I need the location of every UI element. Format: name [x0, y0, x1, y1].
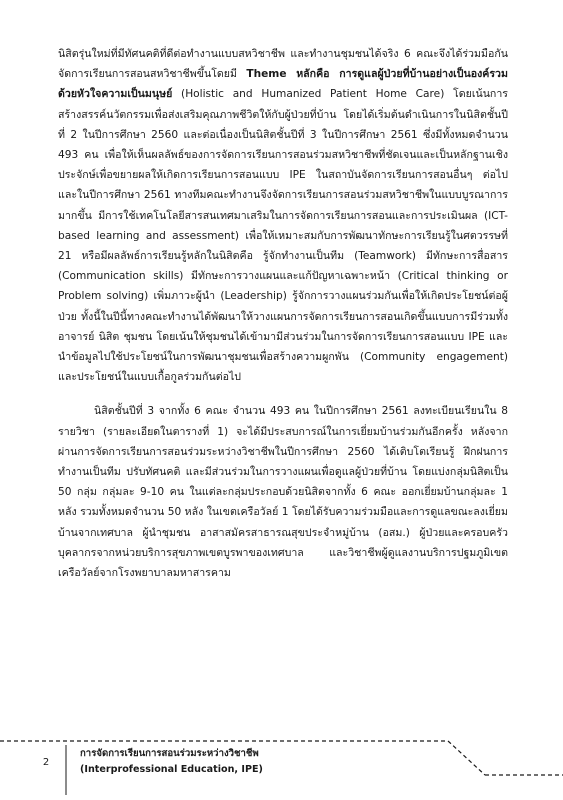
paragraph-1: [58, 44, 508, 387]
paragraph-1-intro: นิสิตรุ่นใหม่ที่มีทัศนคติที่ดีต่อทำงานแบบสหวิชาชีพ และทำงานชุมชนได้จริง 6 คณะจึงได้ร่วมมือกันจัดการเรียนการสอนสหวิชาชีพขึ้นโดยมี: [58, 48, 508, 81]
body-text: [58, 44, 508, 597]
page-footer: [0, 735, 563, 800]
running-title: [80, 746, 263, 778]
running-title-line-1: การจัดการเรียนการสอนร่วมระหว่างวิชาชีพ: [80, 748, 259, 759]
running-title-line-2: (Interprofessional Education, IPE): [80, 764, 263, 775]
paragraph-1-theme-bold: Theme หลักคือ การดูแลผู้ป่วยที่บ้านอย่างเป็นองค์รวมด้วยหัวใจความเป็นมนุษย์: [58, 68, 508, 101]
paragraph-1-rest: (Holistic and Humanized Patient Home Care) โดยเน้นการสร้างสรรค์นวัตกรรมเพื่อส่งเสริมคุณภาพชีวิตให้กับผู้ป่วยที่บ้าน โดยได้เริ่มต้นดำเนินการในนิสิตชั้นปีที่ 2 ในปีการศึกษา 2560 และต่อเนื่องเป็นนิสิตชั้นปีที่ 3 ในปีการศึกษา 2561 ซึ่งมีทั้งหมดจำนวน 493 คน เพื่อให้เห็นผลลัพธ์ของการจัดการเรียนการสอนร่วมสหวิชาชีพที่ชัดเจนและเป็นหลักฐานเชิงประจักษ์เพื่อขยายผลให้เกิดการเรียนการสอนแบบ IPE ในสถาบันจัดการเรียนการสอนอื่นๆ ต่อไป และในปีการศึกษา 2561 ทางทีมคณะทำงานจึงจัดการเรียนการสอนร่วมสหวิชาชีพในแบบบูรณาการมากขึ้น มีการใช้เทคโนโลยีสารสนเทศมาเสริมในการจัดการเรียนการสอนและการประเมินผล (ICT-based learning and assessment) เพื่อให้เหมาะสมกับการพัฒนาทักษะการเรียนรู้ในศตวรรษที่ 21 หรือมีผลลัพธ์การเรียนรู้หลักในนิสิตคือ รู้จักทำงานเป็นทีม (Teamwork) มีทักษะการสื่อสาร (Communication skills) มีทักษะการวางแผนและแก้ปัญหาเฉพาะหน้า (Critical thinking or Problem solving) เพิ่มภาวะผู้นำ (Leadership) รู้จักการวางแผนร่วมกันเพื่อให้เกิดประโยชน์ต่อผู้ป่วย ทั้งนี้ในปีนี้ทางคณะทำงานได้พัฒนาให้วางแผนการจัดการเรียนการสอนเกิดขึ้นแบบการมีร่วมทั้งอาจารย์ นิสิต ชุมชน โดยเน้นให้ชุมชนได้เข้ามามีส่วนร่วมในการจัดการเรียนการสอนแบบ IPE และนำข้อมูลไปใช้ประโยชน์ในการพัฒนาชุมชนเพื่อสร้างความผูกพัน (Community engagement) และประโยชน์ในแบบเกื้อกูลร่วมกันต่อไป: [58, 88, 508, 384]
paragraph-2: นิสิตชั้นปีที่ 3 จากทั้ง 6 คณะ จำนวน 493 คน ในปีการศึกษา 2561 ลงทะเบียนเรียนใน 8 รายวิชา (รายละเอียดในตารางที่ 1) จะได้มีประสบการณ์ในการเยี่ยมบ้านร่วมกันอีกครั้ง หลังจากผ่านการจัดการเรียนการสอนร่วมระหว่างวิชาชีพในปีการศึกษา 2560 ได้เติบโตเรียนรู้ ฝึกฝนการทำงานเป็นทีม ปรับทัศนคติ และมีส่วนร่วมในการวางแผนเพื่อดูแลผู้ป่วยที่บ้าน โดยแบ่งกลุ่มนิสิตเป็น 50 กลุ่ม กลุ่มละ 9-10 คน ในแต่ละกลุ่มประกอบด้วยนิสิตจากทั้ง 6 คณะ ออกเยี่ยมบ้านกลุ่มละ 1 หลัง รวมทั้งหมดจำนวน 50 หลัง ในเขตเครือวัลย์ 1 โดยได้รับความร่วมมือและการดูแลขณะลงเยี่ยมบ้านจากเทศบาล ผู้นำชุมชน อาสาสมัครสาธารณสุขประจำหมู่บ้าน (อสม.) ผู้ป่วยและครอบครัว บุคลากรจากหน่วยบริการสุขภาพเขตบูรพาของเทศบาล และวิชาชีพผู้ดูแลงานบริการปฐมภูมิเขตเครือวัลย์จากโรงพยาบาลมหาสารคาม: [58, 405, 508, 580]
footer-dashed-line-diagonal: [448, 741, 485, 775]
page-number: 2: [42, 757, 50, 768]
